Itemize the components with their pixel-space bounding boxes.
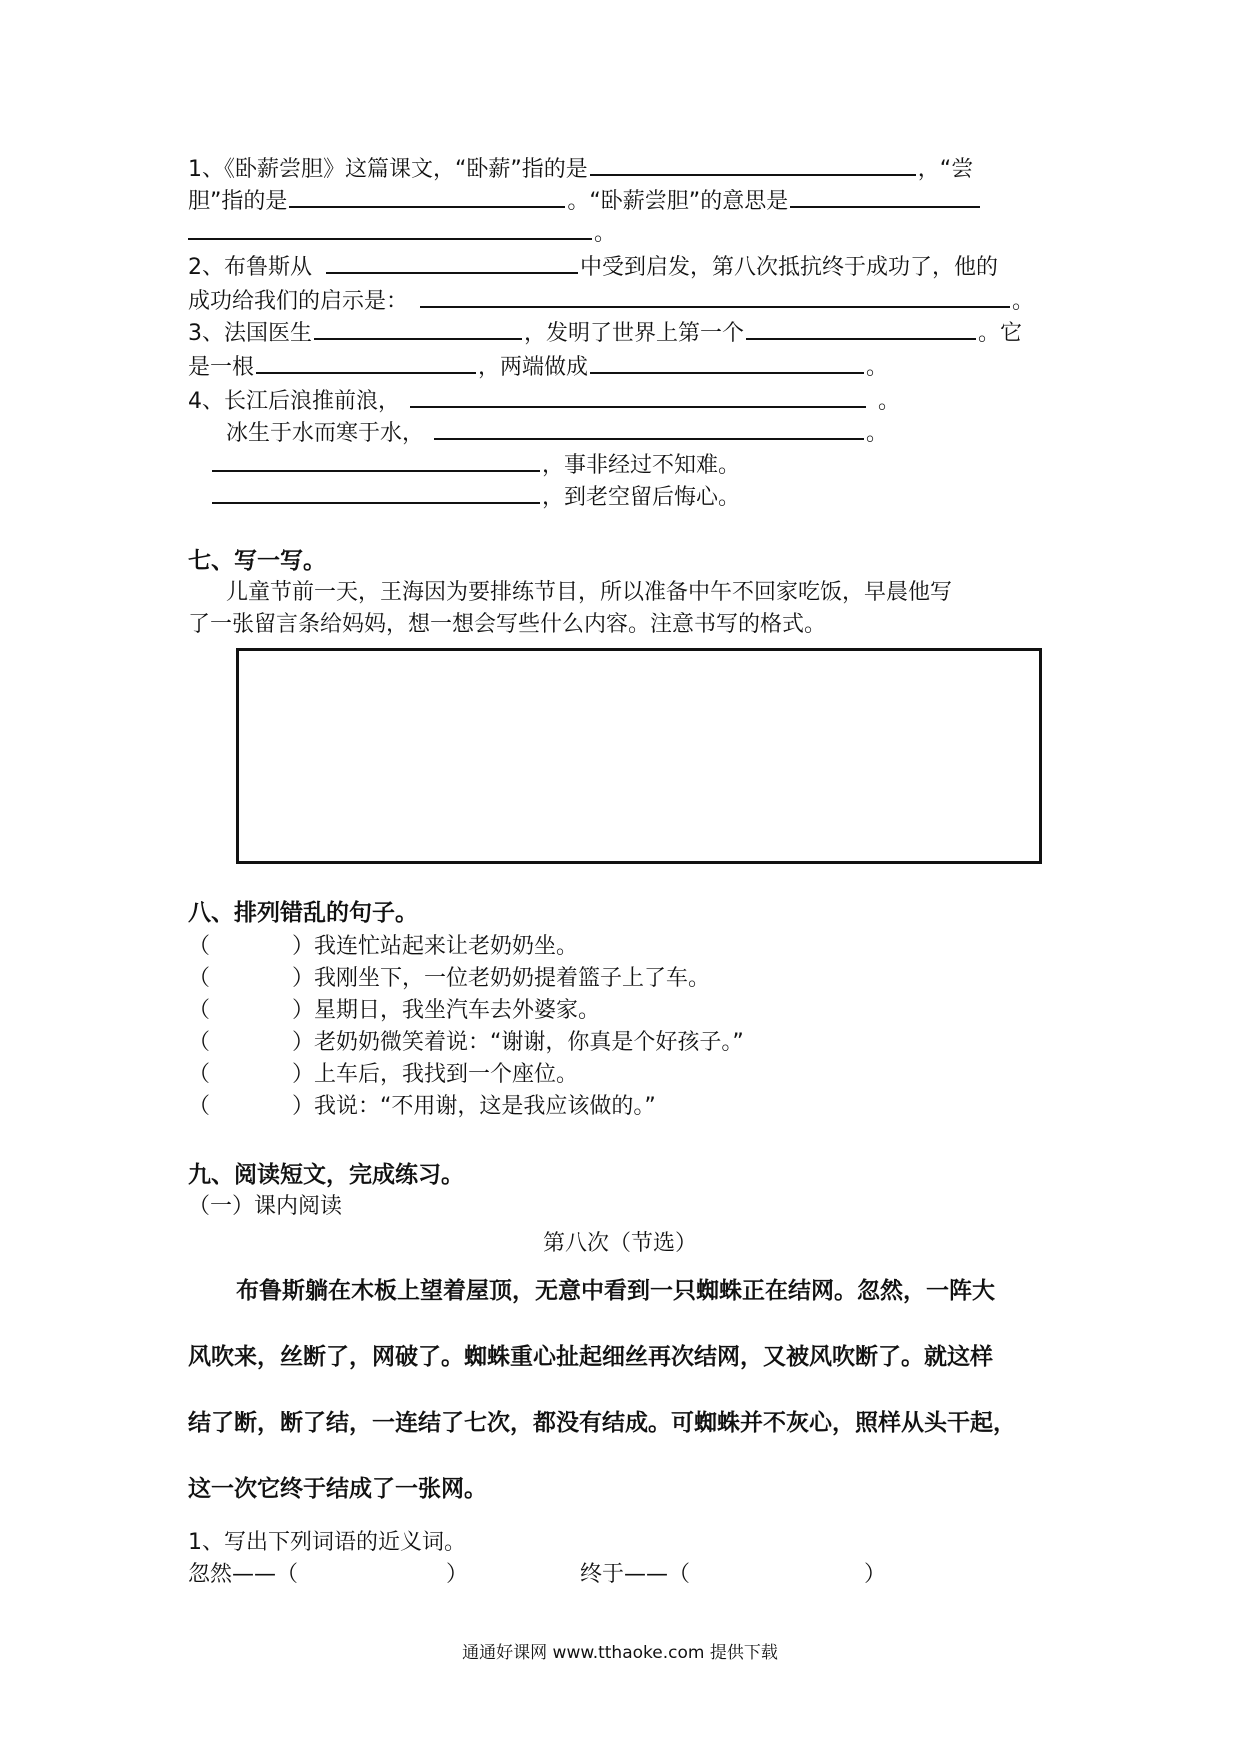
exercise-1: 1、写出下列词语的近义词。 xyxy=(188,1530,466,1555)
blank[interactable] xyxy=(746,316,976,340)
blank[interactable] xyxy=(212,480,540,504)
list-item: （ ）我刚坐下，一位老奶奶提着篮子上了车。 xyxy=(188,964,710,994)
q6-line-1: 1、《卧薪尝胆》这篇课文，“卧薪”指的是 ，“尝 xyxy=(188,152,973,185)
blank[interactable] xyxy=(289,184,565,208)
synonym-2: 终于——（ ） xyxy=(580,1562,887,1587)
q9-subheading: （一）课内阅读 xyxy=(188,1194,343,1219)
blank[interactable] xyxy=(590,350,864,374)
passage-line-2: 风吹来，丝断了，网破了。蜘蛛重心扯起细丝再次结网，又被风吹断了。就这样 xyxy=(188,1344,993,1370)
q8-heading: 八、排列错乱的句子。 xyxy=(188,900,418,926)
blank[interactable] xyxy=(326,250,578,274)
blank[interactable] xyxy=(314,316,522,340)
q6-line-11: ，到老空留后悔心。 xyxy=(212,480,740,513)
blank[interactable] xyxy=(434,416,864,440)
order-blank[interactable]: （ xyxy=(188,1094,211,1119)
list-item: （ ）我说：“不用谢，这是我应该做的。” xyxy=(188,1092,656,1122)
order-blank[interactable]: （ xyxy=(188,966,211,991)
passage-line-4: 这一次它终于结成了一张网。 xyxy=(188,1476,487,1502)
q7-para-line-1: 儿童节前一天，王海因为要排练节目，所以准备中午不回家吃饭，早晨他写 xyxy=(226,580,953,605)
q6-line-4: 2、布鲁斯从 中受到启发，第八次抵抗终于成功了，他的 xyxy=(188,250,998,283)
passage-line-3: 结了断，断了结，一连结了七次，都没有结成。可蜘蛛并不灰心，照样从头干起， xyxy=(188,1410,1016,1436)
q7-heading: 七、写一写。 xyxy=(188,548,326,574)
answer-box[interactable] xyxy=(236,648,1042,864)
q9-heading: 九、阅读短文，完成练习。 xyxy=(188,1162,464,1188)
passage-line-1: 布鲁斯躺在木板上望着屋顶，无意中看到一只蜘蛛正在结网。忽然，一阵大 xyxy=(236,1278,995,1304)
q6-line-5: 成功给我们的启示是： 。 xyxy=(188,284,1034,317)
passage-title: 第八次（节选） xyxy=(542,1231,697,1256)
q6-line-6: 3、法国医生 ，发明了世界上第一个 。它 xyxy=(188,316,1022,349)
list-item: （ ）星期日，我坐汽车去外婆家。 xyxy=(188,996,600,1026)
q6-line-2: 胆”指的是 。“卧薪尝胆”的意思是 xyxy=(188,184,982,217)
order-blank[interactable]: （ xyxy=(188,998,211,1023)
order-blank[interactable]: （ xyxy=(188,1030,211,1055)
blank[interactable] xyxy=(212,448,540,472)
blank[interactable] xyxy=(410,384,866,408)
q6-line-9: 冰生于水而寒于水， 。 xyxy=(226,416,888,449)
blank[interactable] xyxy=(188,216,592,240)
list-item: （ ）老奶奶微笑着说：“谢谢，你真是个好孩子。” xyxy=(188,1028,744,1058)
q7-para-line-2: 了一张留言条给妈妈，想一想会写些什么内容。注意书写的格式。 xyxy=(188,612,827,637)
order-blank[interactable]: （ xyxy=(188,934,211,959)
blank[interactable] xyxy=(790,184,980,208)
list-item: （ ）我连忙站起来让老奶奶坐。 xyxy=(188,932,578,962)
q6-line-7: 是一根 ，两端做成 。 xyxy=(188,350,888,383)
footer: 通通好课网 www.tthaoke.com 提供下载 xyxy=(462,1643,778,1663)
synonym-1: 忽然——（ ） xyxy=(188,1562,469,1587)
q6-line-8: 4、长江后浪推前浪， 。 xyxy=(188,384,900,417)
blank[interactable] xyxy=(256,350,476,374)
list-item: （ ）上车后，我找到一个座位。 xyxy=(188,1060,578,1090)
q6-line-10: ，事非经过不知难。 xyxy=(212,448,740,481)
blank[interactable] xyxy=(590,152,916,176)
blank[interactable] xyxy=(420,284,1010,308)
order-blank[interactable]: （ xyxy=(188,1062,211,1087)
q6-line-3: 。 xyxy=(188,216,616,249)
